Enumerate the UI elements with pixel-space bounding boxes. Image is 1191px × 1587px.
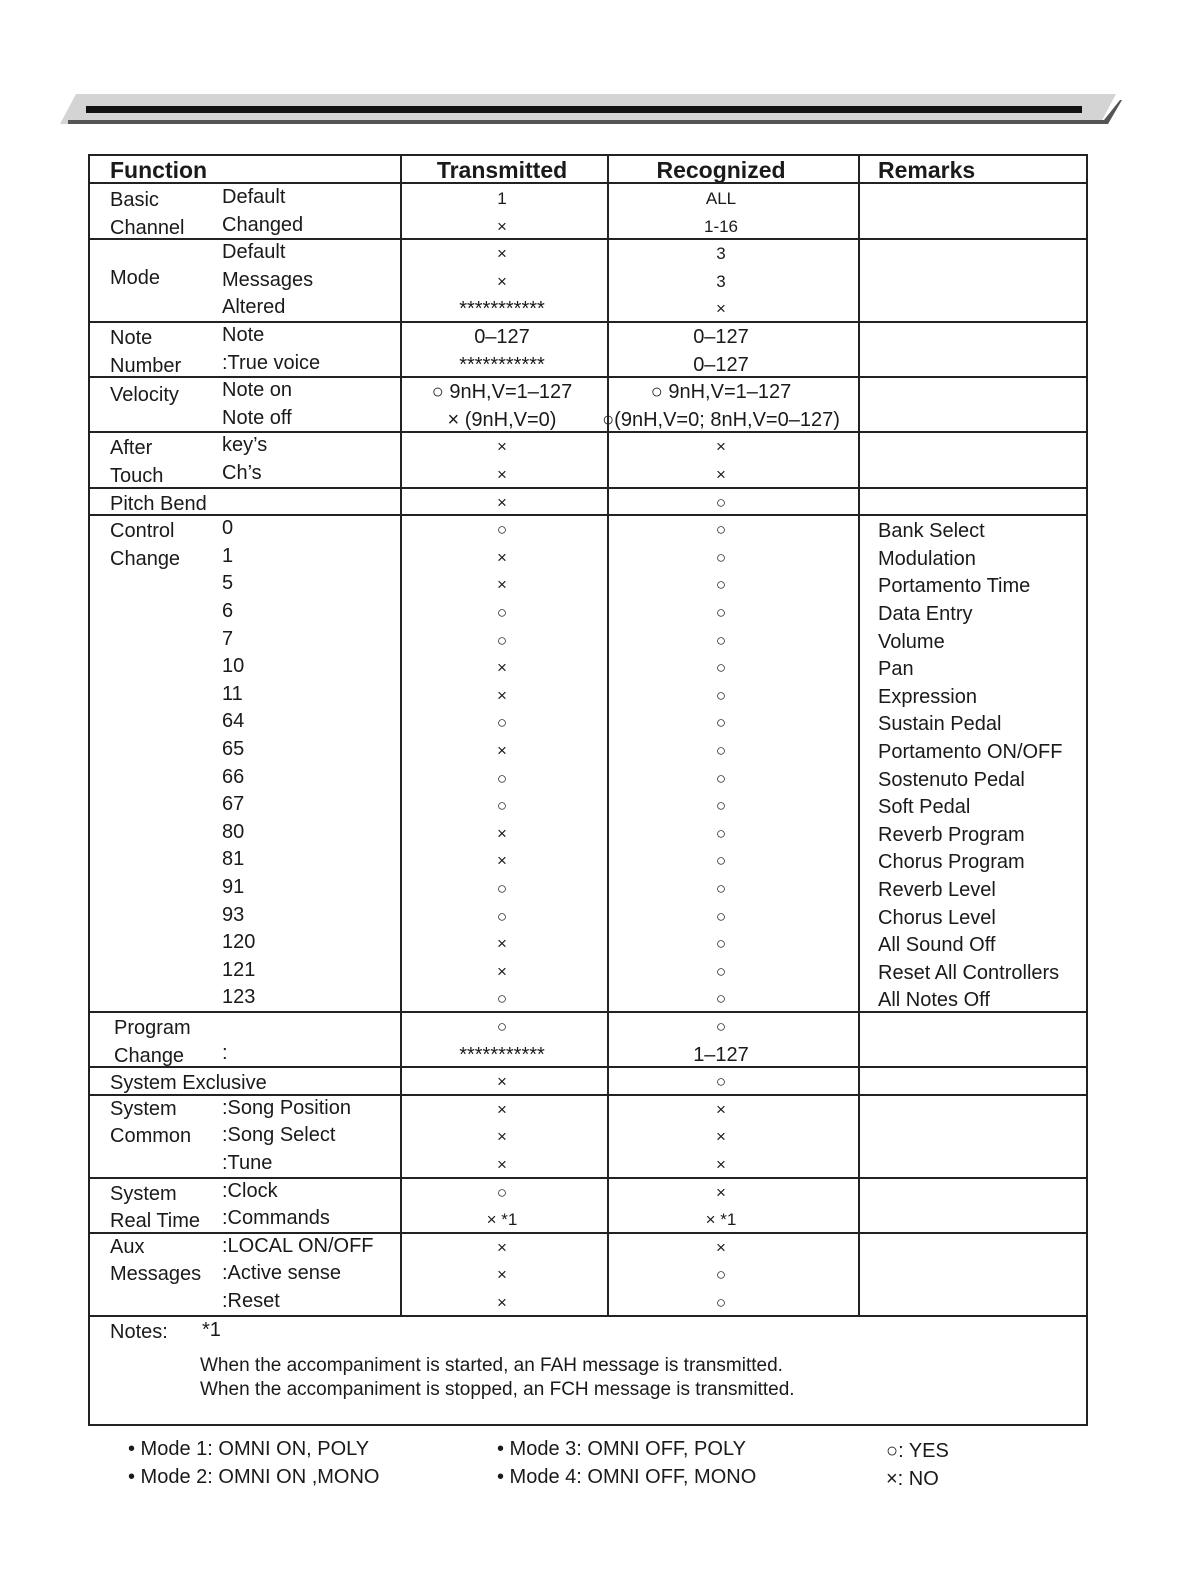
transmitted-value: ○ bbox=[496, 796, 508, 816]
column-divider bbox=[607, 156, 609, 1316]
row-label: 0 bbox=[222, 517, 234, 540]
column-divider bbox=[858, 156, 860, 1316]
row-label: Default bbox=[222, 186, 286, 208]
row-label: 11 bbox=[222, 682, 243, 705]
row-label: 64 bbox=[222, 710, 245, 733]
group-name: Pitch Bend bbox=[110, 492, 207, 515]
transmitted-value: × bbox=[497, 1127, 507, 1147]
recognized-value: ○ bbox=[715, 989, 727, 1009]
row-label: Changed bbox=[222, 213, 304, 236]
row-label: :Clock bbox=[222, 1179, 278, 1202]
row-divider bbox=[90, 514, 1086, 516]
header-banner bbox=[60, 90, 1130, 130]
recognized-value: × bbox=[716, 1182, 726, 1202]
remark-text: Sustain Pedal bbox=[878, 713, 1002, 736]
recognized-value: ○ bbox=[715, 961, 727, 981]
remark-text: Volume bbox=[878, 630, 945, 653]
row-label: :Commands bbox=[222, 1207, 330, 1230]
transmitted-value: ○ bbox=[496, 520, 508, 540]
transmitted-value: × bbox=[497, 216, 507, 236]
legend-mode-1: • Mode 1: OMNI ON, POLY bbox=[128, 1438, 370, 1460]
remark-text: Pan bbox=[878, 658, 914, 681]
group-name: Real Time bbox=[110, 1210, 201, 1233]
remark-text: Expression bbox=[878, 685, 977, 708]
row-divider bbox=[90, 487, 1086, 489]
legend-mode-2: • Mode 2: OMNI ON ,MONO bbox=[128, 1466, 380, 1488]
recognized-value: ○ bbox=[715, 658, 727, 678]
group-name: Mode bbox=[110, 266, 161, 289]
remark-text: Reset All Controllers bbox=[878, 961, 1060, 984]
recognized-value: 1–127 bbox=[693, 1043, 749, 1066]
transmitted-value: *********** bbox=[459, 353, 545, 376]
legend-yes: ○: YES bbox=[886, 1440, 949, 1462]
group-name: System Exclusive bbox=[110, 1072, 267, 1095]
transmitted-value: × bbox=[497, 465, 507, 484]
row-label: :Song Position bbox=[222, 1096, 351, 1119]
row-label: Note off bbox=[222, 406, 292, 429]
row-label: 1 bbox=[222, 544, 234, 567]
transmitted-value: ○ bbox=[496, 713, 508, 733]
recognized-value: ○ bbox=[715, 741, 727, 760]
transmitted-value: × bbox=[497, 1265, 507, 1285]
transmitted-value: × bbox=[497, 823, 507, 843]
recognized-value: ○ bbox=[715, 492, 727, 512]
row-label: 67 bbox=[222, 793, 245, 816]
transmitted-value: ○ bbox=[496, 989, 508, 1009]
transmitted-value: ○ bbox=[496, 906, 508, 926]
notes-line: When the accompaniment is started, an FAH message is transmitted. bbox=[200, 1354, 783, 1376]
row-label: 121 bbox=[222, 958, 256, 981]
transmitted-value: × bbox=[497, 1155, 507, 1174]
row-label: 123 bbox=[222, 986, 256, 1009]
legend-mode-3: • Mode 3: OMNI OFF, POLY bbox=[497, 1438, 746, 1460]
group-name: System bbox=[110, 1182, 177, 1205]
transmitted-value: × bbox=[497, 437, 507, 457]
row-label: Messages bbox=[222, 268, 314, 291]
row-label: Note on bbox=[222, 379, 293, 402]
group-name: Messages bbox=[110, 1263, 202, 1286]
recognized-value: ○ bbox=[715, 796, 727, 816]
recognized-value: ALL bbox=[705, 189, 737, 208]
transmitted-value: × bbox=[497, 271, 507, 291]
transmitted-value: 1 bbox=[497, 189, 507, 208]
transmitted-value: × (9nH,V=0) bbox=[447, 408, 557, 431]
remark-text: Reverb Level bbox=[878, 879, 996, 901]
group-name: After bbox=[110, 437, 153, 460]
row-label: Default bbox=[222, 241, 286, 264]
row-divider bbox=[90, 1011, 1086, 1013]
row-divider bbox=[90, 182, 1086, 184]
group-name: System bbox=[110, 1097, 177, 1120]
row-label: 66 bbox=[222, 765, 245, 788]
row-label: :True voice bbox=[222, 351, 321, 374]
group-name: Velocity bbox=[110, 383, 179, 406]
recognized-value: ○ bbox=[715, 603, 727, 622]
recognized-value: ○(9nH,V=0; 8nH,V=0–127) bbox=[602, 408, 840, 431]
group-name: Control bbox=[110, 520, 175, 543]
row-divider bbox=[90, 1066, 1086, 1068]
row-label: Note bbox=[222, 324, 265, 346]
transmitted-value: × bbox=[497, 575, 507, 595]
recognized-value: ○ bbox=[715, 520, 727, 540]
row-label: 7 bbox=[222, 627, 234, 650]
recognized-value: 3 bbox=[716, 271, 726, 291]
notes-line: When the accompaniment is stopped, an FCH message is transmitted. bbox=[200, 1378, 795, 1400]
legend-no: ×: NO bbox=[886, 1468, 939, 1490]
remark-text: Portamento Time bbox=[878, 575, 1031, 598]
recognized-value: ○ bbox=[715, 685, 727, 705]
transmitted-value: ○ bbox=[496, 768, 508, 788]
recognized-value: ○ bbox=[715, 1265, 727, 1285]
group-name: Channel bbox=[110, 216, 185, 239]
recognized-value: × bbox=[716, 437, 726, 457]
row-label: 65 bbox=[222, 738, 245, 760]
row-label: :LOCAL ON/OFF bbox=[222, 1234, 374, 1257]
transmitted-value: ○ 9nH,V=1–127 bbox=[431, 381, 573, 404]
group-name: Program bbox=[114, 1017, 191, 1039]
group-name: Touch bbox=[110, 465, 164, 487]
recognized-value: × bbox=[716, 1155, 726, 1174]
recognized-value: ○ bbox=[715, 934, 727, 954]
header-remarks: Remarks bbox=[878, 157, 976, 183]
transmitted-value: × bbox=[497, 851, 507, 871]
transmitted-value: ○ bbox=[496, 630, 508, 650]
row-label: Ch’s bbox=[222, 462, 262, 484]
remark-text: Data Entry bbox=[878, 603, 973, 625]
group-name: Common bbox=[110, 1125, 192, 1148]
transmitted-value: × bbox=[497, 934, 507, 954]
group-name: Basic bbox=[110, 189, 159, 211]
row-label: :Song Select bbox=[222, 1124, 336, 1147]
recognized-value: ○ bbox=[715, 1072, 727, 1092]
transmitted-value: 0–127 bbox=[474, 326, 530, 348]
transmitted-value: *********** bbox=[459, 1043, 545, 1066]
row-label: 91 bbox=[222, 876, 245, 898]
row-label: 93 bbox=[222, 903, 245, 926]
recognized-value: ○ bbox=[715, 851, 727, 871]
transmitted-value: ○ bbox=[496, 603, 508, 622]
transmitted-value: × bbox=[497, 1072, 507, 1092]
transmitted-value: × bbox=[497, 658, 507, 678]
recognized-value: ○ bbox=[715, 547, 727, 567]
row-label: 81 bbox=[222, 848, 245, 871]
transmitted-value: × bbox=[497, 1293, 507, 1312]
row-label: 10 bbox=[222, 655, 245, 678]
transmitted-value: × bbox=[497, 1099, 507, 1119]
row-label: Altered bbox=[222, 296, 286, 319]
row-label: 120 bbox=[222, 931, 256, 954]
recognized-value: ○ bbox=[715, 906, 727, 926]
notes-label: Notes: bbox=[110, 1320, 168, 1343]
transmitted-value: × bbox=[497, 685, 507, 705]
row-label: :Tune bbox=[222, 1152, 273, 1174]
remark-text: All Notes Off bbox=[878, 989, 990, 1012]
recognized-value: × bbox=[716, 299, 726, 319]
transmitted-value: × bbox=[497, 492, 507, 512]
row-label: :Reset bbox=[222, 1290, 280, 1312]
group-name: Note bbox=[110, 327, 153, 349]
remark-text: Chorus Level bbox=[878, 906, 996, 929]
recognized-value: ○ 9nH,V=1–127 bbox=[650, 381, 792, 404]
transmitted-value: × bbox=[497, 741, 507, 760]
recognized-value: ○ bbox=[715, 1017, 727, 1036]
remark-text: Portamento ON/OFF bbox=[878, 741, 1063, 763]
recognized-value: 0–127 bbox=[693, 326, 749, 348]
remark-text: Reverb Program bbox=[878, 823, 1025, 846]
recognized-value: × *1 bbox=[705, 1210, 737, 1230]
row-label: 6 bbox=[222, 600, 234, 622]
recognized-value: × bbox=[716, 1127, 726, 1147]
recognized-value: ○ bbox=[715, 575, 727, 595]
row-label: :Active sense bbox=[222, 1262, 341, 1285]
remark-text: Modulation bbox=[878, 547, 976, 570]
recognized-value: ○ bbox=[715, 879, 727, 898]
recognized-value: ○ bbox=[715, 1293, 727, 1312]
remark-text: Bank Select bbox=[878, 520, 985, 543]
row-divider bbox=[90, 1315, 1086, 1317]
remark-text: Soft Pedal bbox=[878, 796, 971, 819]
recognized-value: × bbox=[716, 465, 726, 484]
recognized-value: ○ bbox=[715, 768, 727, 788]
transmitted-value: × *1 bbox=[486, 1210, 518, 1230]
legend-mode-4: • Mode 4: OMNI OFF, MONO bbox=[497, 1466, 757, 1488]
remark-text: Chorus Program bbox=[878, 851, 1025, 874]
group-name: Change bbox=[114, 1044, 185, 1067]
transmitted-value: × bbox=[497, 547, 507, 567]
remark-text: Sostenuto Pedal bbox=[878, 768, 1025, 791]
transmitted-value: × bbox=[497, 961, 507, 981]
recognized-value: ○ bbox=[715, 630, 727, 650]
header-function: Function bbox=[110, 157, 208, 183]
header-recognized: Recognized bbox=[656, 157, 786, 183]
remark-text: All Sound Off bbox=[878, 934, 996, 957]
notes-mark: *1 bbox=[202, 1318, 221, 1341]
recognized-value: ○ bbox=[715, 823, 727, 843]
recognized-value: × bbox=[716, 1099, 726, 1119]
transmitted-value: ○ bbox=[496, 1017, 508, 1036]
header-transmitted: Transmitted bbox=[436, 157, 568, 183]
recognized-value: 0–127 bbox=[693, 353, 749, 376]
recognized-value: ○ bbox=[715, 713, 727, 733]
group-name: Aux bbox=[110, 1235, 145, 1258]
transmitted-value: *********** bbox=[459, 298, 545, 321]
group-name: Number bbox=[110, 354, 182, 377]
transmitted-value: × bbox=[497, 1237, 507, 1257]
row-label: : bbox=[222, 1041, 228, 1064]
midi-implementation-chart bbox=[88, 154, 1088, 1426]
transmitted-value: ○ bbox=[496, 879, 508, 898]
column-divider bbox=[400, 156, 402, 1316]
transmitted-value: × bbox=[497, 244, 507, 264]
row-label: key’s bbox=[222, 434, 268, 457]
group-name: Change bbox=[110, 547, 181, 570]
recognized-value: 3 bbox=[716, 244, 726, 264]
transmitted-value: ○ bbox=[496, 1182, 508, 1202]
recognized-value: 1-16 bbox=[703, 216, 739, 236]
row-label: 80 bbox=[222, 820, 245, 843]
recognized-value: × bbox=[716, 1237, 726, 1257]
row-label: 5 bbox=[222, 572, 234, 595]
